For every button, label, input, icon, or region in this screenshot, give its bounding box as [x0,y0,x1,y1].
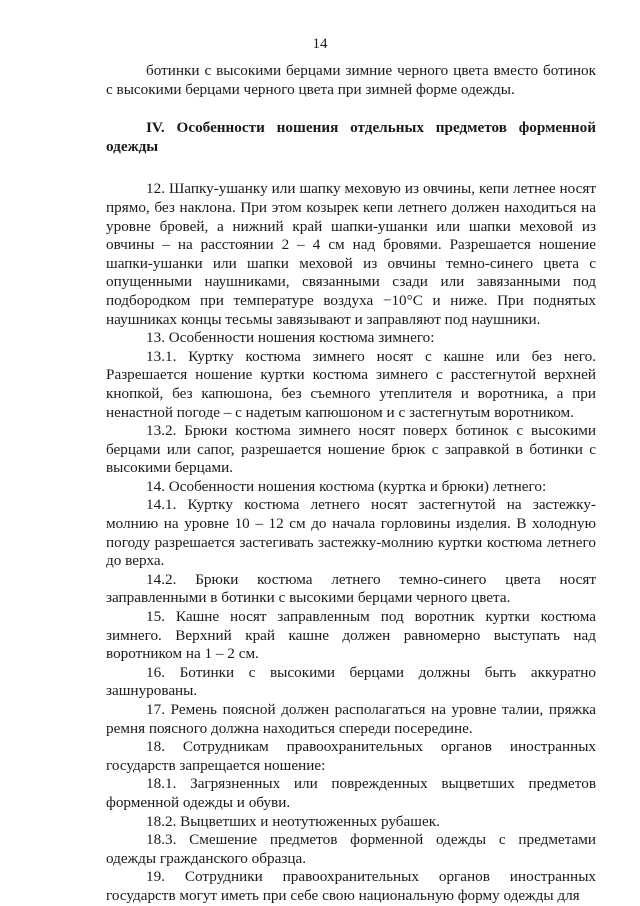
paragraph-14-2: 14.2. Брюки костюма летнего темно-синего цвета носят заправленными в ботинки с высокими берцами черного цвета. [106,570,596,607]
paragraph-13-2: 13.2. Брюки костюма зимнего носят поверх ботинок с высокими берцами или сапог, разрешается ношение брюк с заправкой в ботинки с высокими берцами. [106,422,596,477]
document-body [106,62,596,906]
intro-paragraph: ботинки с высокими берцами зимние черного цвета вместо ботинок с высокими берцами черного цвета при зимней форме одежды. [106,62,596,98]
paragraph-14: 14. Особенности ношения костюма (куртка и брюки) летнего: [146,477,547,495]
paragraph-15: 15. Кашне носят заправленным под воротник куртки костюма зимнего. Верхний край кашне должен равномерно выступать над воротником на 1 – 2 см. [106,608,596,663]
paragraph-13: 13. Особенности ношения костюма зимнего: [146,329,435,347]
paragraph-17: 17. Ремень поясной должен располагаться на уровне талии, пряжка ремня поясного должна находиться спереди посередине. [106,701,596,737]
paragraph-12: 12. Шапку-ушанку или шапку меховую из овчины, кепи летнее носят прямо, без наклона. При этом козырек кепи летнего должен находиться на уровне бровей, а нижний край шапки-ушанки или шапки меховой из овчины – на расстоянии 2 – 4 см над бровями. Разрешается ношение шапки-ушанки или шапки меховой из овчины темно-синего цвета с опущенными наушниками, связанными сзади или завязанными под подбородком при температуре воздуха −10°С и ниже. При поднятых наушниках концы тесьмы завязывают и заправляют под наушники. [106,180,596,328]
paragraph-18-2: 18.2. Выцветших и неотутюженных рубашек. [146,812,440,830]
paragraph-16: 16. Ботинки с высокими берцами должны быть аккуратно зашнурованы. [106,663,596,700]
page-number: 14 [312,36,328,52]
paragraph-14-1: 14.1. Куртку костюма летнего носят застегнутой на застежку-молнию на уровне 10 – 12 см до начала горловины изделия. В холодную погоду разрешается застегивать застежку-молнию куртки костюма летнего до верха. [106,496,596,570]
paragraph-18-3: 18.3. Смешение предметов форменной одежды с предметами одежды гражданского образца. [106,831,596,867]
paragraph-18-1: 18.1. Загрязненных или поврежденных выцветших предметов форменной одежды и обуви. [106,775,596,811]
paragraph-18: 18. Сотрудникам правоохранительных органов иностранных государств запрещается ношение: [106,738,596,774]
paragraph-19: 19. Сотрудники правоохранительных органов иностранных государств могут иметь при себе свою национальную форму одежды для [106,868,596,904]
section-heading: IV. Особенности ношения отдельных предметов форменной одежды [106,119,596,155]
paragraph-13-1: 13.1. Куртку костюма зимнего носят с кашне или без него. Разрешается ношение куртки костюма зимнего с расстегнутой верхней кнопкой, без капюшона, без съемного утеплителя и воротника, а при ненастной погоде – с надетым капюшоном и с застегнутым воротником. [106,347,596,421]
